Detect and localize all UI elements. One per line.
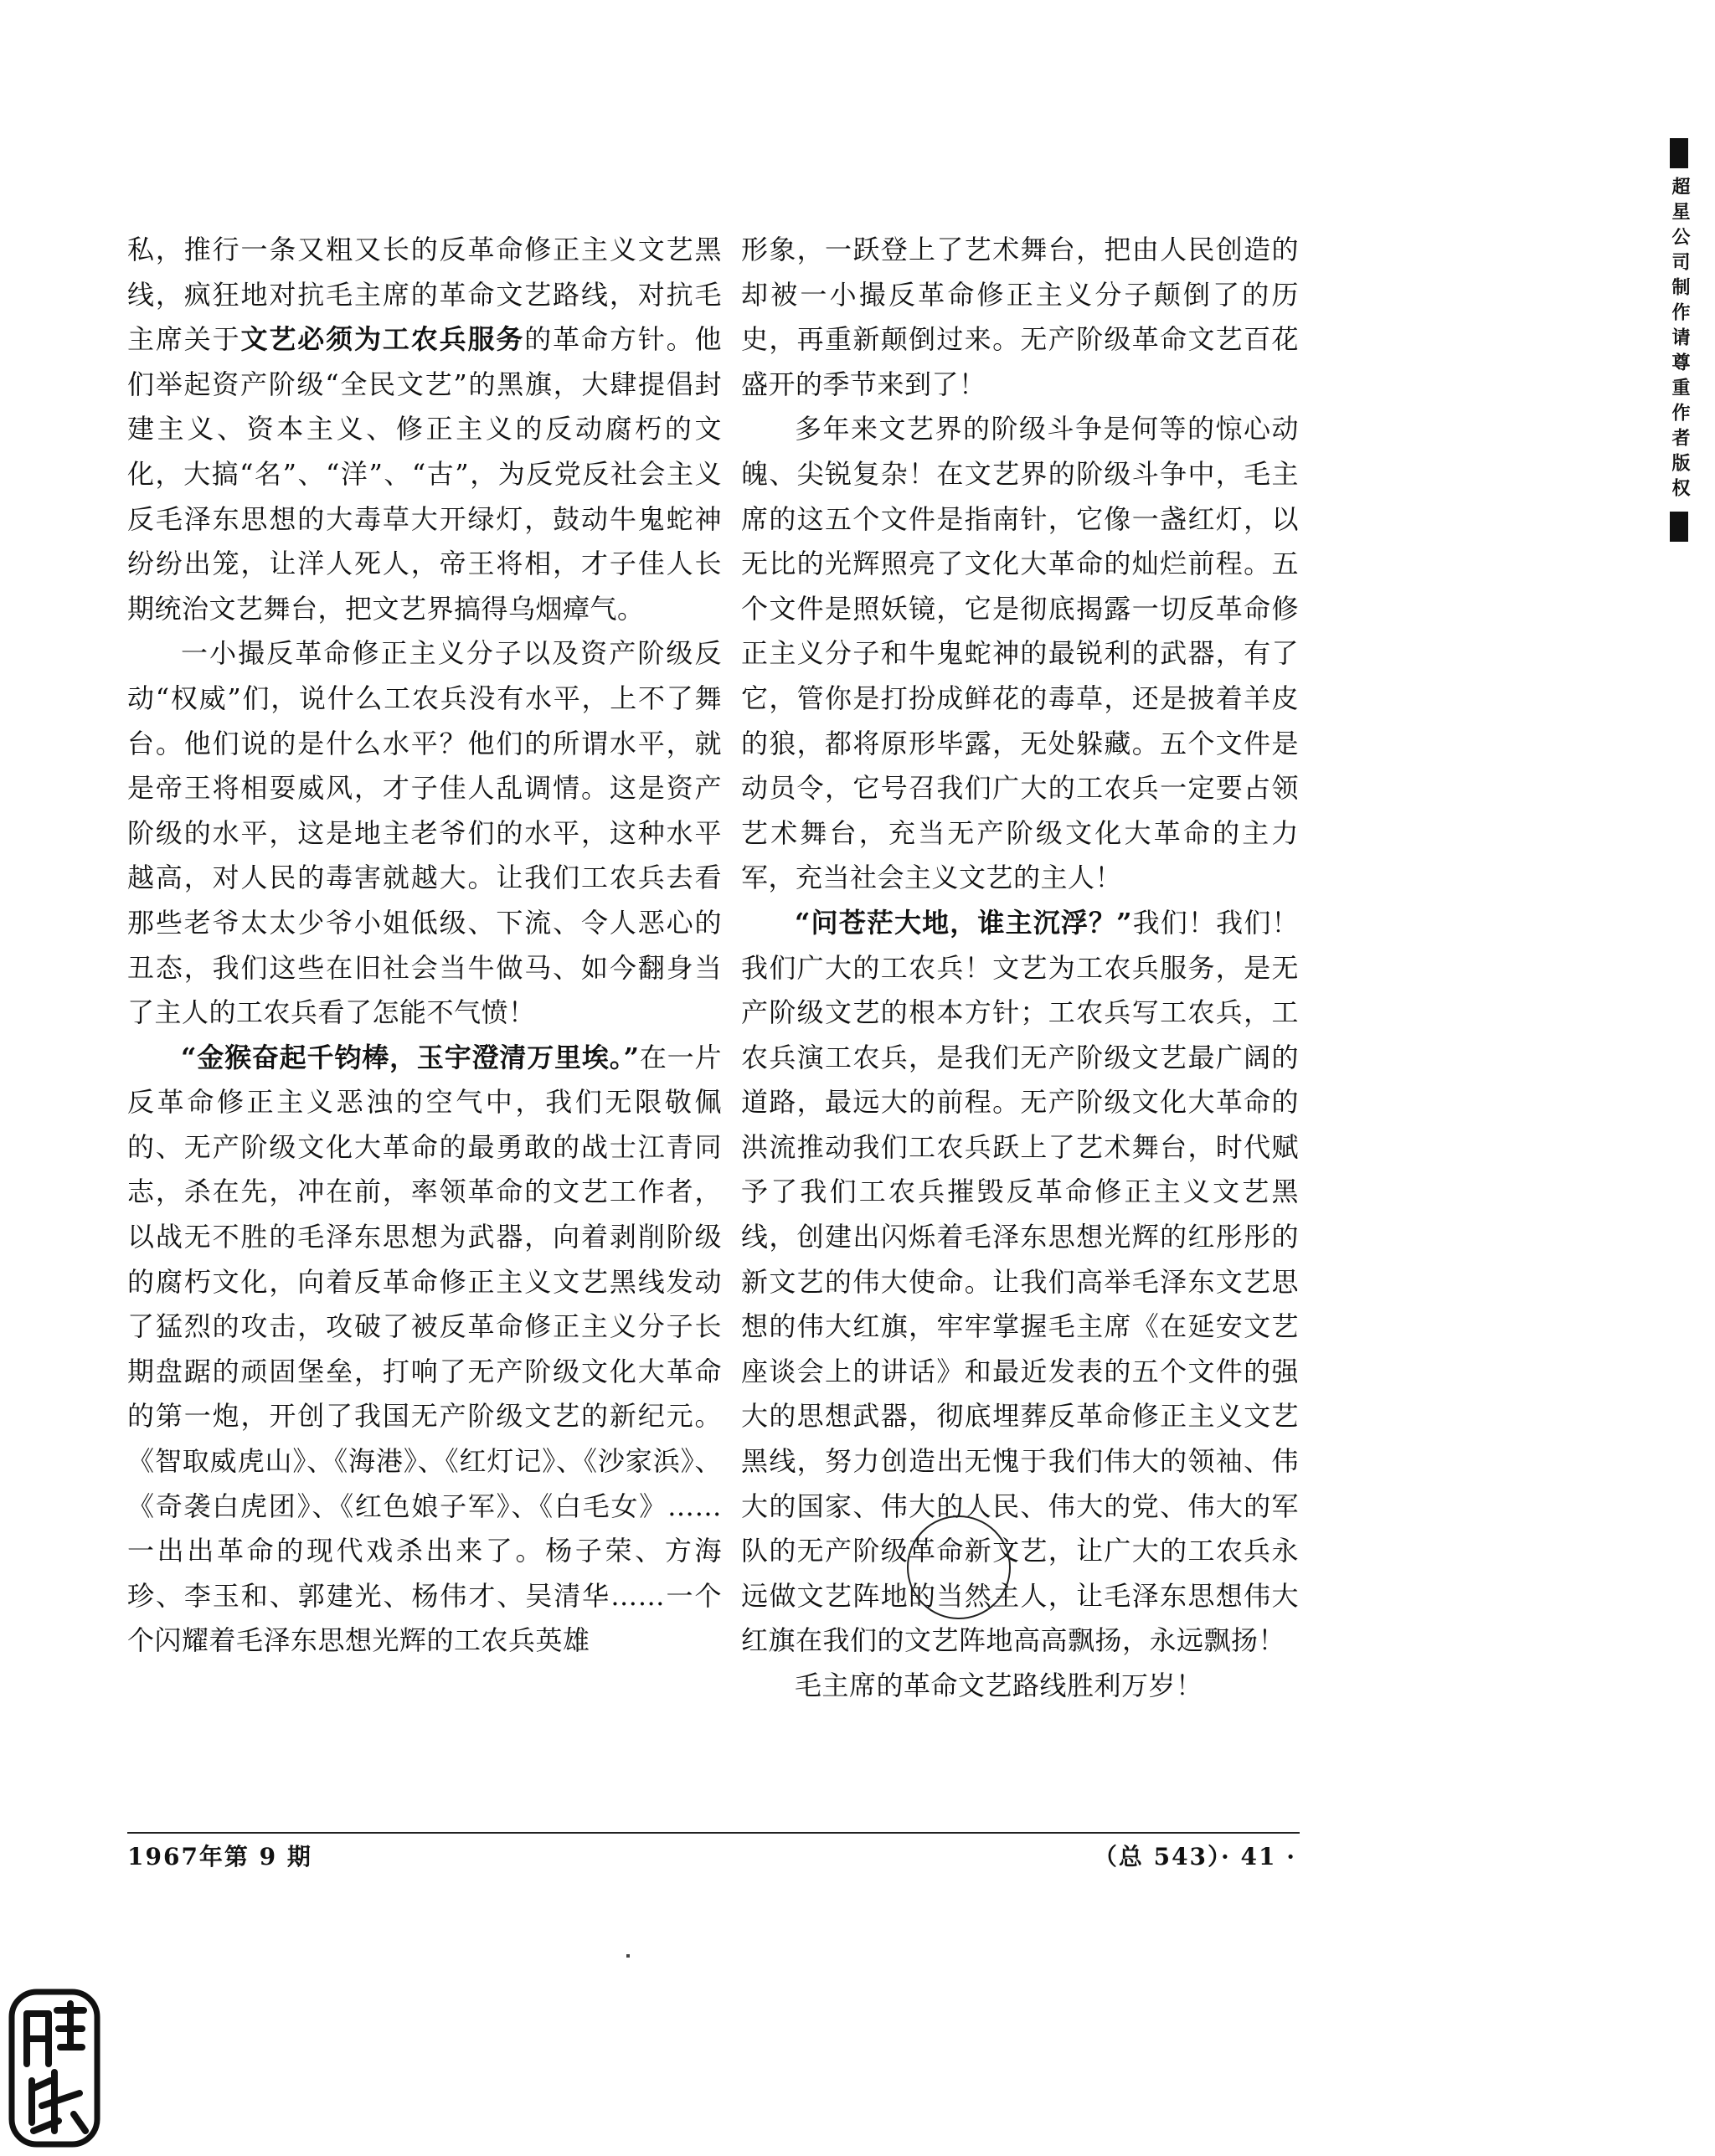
hand-drawn-circle-mark [907, 1515, 1011, 1619]
sidebar-block-bottom [1670, 512, 1688, 542]
left-column [127, 228, 722, 1664]
copyright-sidebar [1666, 138, 1692, 542]
sidebar-block-top [1670, 138, 1688, 168]
left-paragraph-1-rest: 的革命方针。他们举起资产阶级“全民文艺”的黑旗，大肆提倡封建主义、资本主义、修正主义的反动腐朽的文化，大搞“名”、“洋”、“古”，为反党反社会主义反毛泽东思想的大毒草大开绿灯，鼓动牛鬼蛇神纷纷出笼，让洋人死人，帝王将相，才子佳人长期统治文艺舞台，把文艺界搞得乌烟瘴气。 [127, 323, 722, 625]
left-paragraph-3-quote: “金猴奋起千钧棒，玉宇澄清万里埃。” [181, 1041, 640, 1073]
right-paragraph-2: 多年来文艺界的阶级斗争是何等的惊心动魄、尖锐复杂！在文艺界的阶级斗争中，毛主席的这五个文件是指南针，它像一盏红灯，以无比的光辉照亮了文化大革命的灿烂前程。五个文件是照妖镜，它是彻底揭露一切反革命修正主义分子和牛鬼蛇神的最锐利的武器，有了它，管你是打扮成鲜花的毒草，还是披着羊皮的狼，都将原形毕露，无处躲藏。五个文件是动员令，它号召我们广大的工农兵一定要占领艺术舞台，充当无产阶级文化大革命的主力军，充当社会主义文艺的主人！ [741, 413, 1299, 894]
footer-rule [127, 1832, 1300, 1834]
left-paragraph-3 [127, 1036, 722, 1664]
issue-label: 1967年第 9 期 [127, 1843, 312, 1870]
right-paragraph-3 [741, 901, 1299, 1664]
left-paragraph-1-bold: 文艺必须为工农兵服务 [240, 323, 525, 356]
speck [626, 1954, 630, 1958]
copyright-notice: 超星公司制作请尊重作者版权 [1669, 177, 1690, 503]
left-paragraph-1-text: 私，推行一条又粗又长的反革命修正主义文艺黑线，疯狂地对抗毛主席的革命文艺路线，对抗毛主席关于 [127, 234, 722, 356]
right-paragraph-3-rest: 我们！我们！我们广大的工农兵！文艺为工农兵服务，是无产阶级文艺的根本方针；工农兵写工农兵，工农兵演工农兵，是我们无产阶级文艺最广阔的道路，最远大的前程。无产阶级文化大革命的洪流推动我们工农兵跃上了艺术舞台，时代赋予了我们工农兵摧毁反革命修正主义文艺黑线，创建出闪烁着毛泽东思想光辉的红彤彤的新文艺的伟大使命。让我们高举毛泽东文艺思想的伟大红旗，牢牢掌握毛主席《在延安文艺座谈会上的讲话》和最近发表的五个文件的强大的思想武器，彻底埋葬反革命修正主义文艺黑线，努力创造出无愧于我们伟大的领袖、伟大的国家、伟大的人民、伟大的党、伟大的军队的无产阶级革命新文艺，让广大的工农兵永远做文艺阵地的当然主人，让毛泽东思想伟大红旗在我们的文艺阵地高高飘扬，永远飘扬！ [741, 906, 1299, 1657]
right-paragraph-3-quote: “问苍茫大地，谁主沉浮？” [795, 906, 1133, 939]
right-paragraph-1: 形象，一跃登上了艺术舞台，把由人民创造的却被一小撮反革命修正主义分子颠倒了的历史，再重新颠倒过来。无产阶级革命文艺百花盛开的季节来到了！ [741, 234, 1299, 400]
left-paragraph-2: 一小撮反革命修正主义分子以及资产阶级反动“权威”们，说什么工农兵没有水平，上不了舞台。他们说的是什么水平？他们的所谓水平，就是帝王将相耍威风，才子佳人乱调情。这是资产阶级的水平，这是地主老爷们的水平，这种水平越高，对人民的毒害就越大。让我们工农兵去看那些老爷太太少爷小姐低级、下流、令人恶心的丑态，我们这些在旧社会当牛做马、如今翻身当了主人的工农兵看了怎能不气愤！ [127, 637, 722, 1029]
left-paragraph-1 [127, 228, 722, 631]
library-seal-icon [8, 1989, 100, 2148]
left-paragraph-3-rest: 在一片反革命修正主义恶浊的空气中，我们无限敬佩的、无产阶级文化大革命的最勇敢的战士江青同志，杀在先，冲在前，率领革命的文艺工作者，以战无不胜的毛泽东思想为武器，向着剥削阶级的腐朽文化，向着反革命修正主义文艺黑线发动了猛烈的攻击，攻破了被反革命修正主义分子长期盘踞的顽固堡垒，打响了无产阶级文化大革命的第一炮，开创了我国无产阶级文艺的新纪元。《智取威虎山》、《海港》、《红灯记》、《沙家浜》、《奇袭白虎团》、《红色娘子军》、《白毛女》……一出出革命的现代戏杀出来了。杨子荣、方海珍、李玉和、郭建光、杨伟才、吴清华……一个个闪耀着毛泽东思想光辉的工农兵英雄 [127, 1041, 722, 1657]
right-column [741, 228, 1299, 1709]
page-number: （总 543）· 41 · [1093, 1843, 1296, 1870]
right-paragraph-4: 毛主席的革命文艺路线胜利万岁！ [795, 1670, 1203, 1701]
